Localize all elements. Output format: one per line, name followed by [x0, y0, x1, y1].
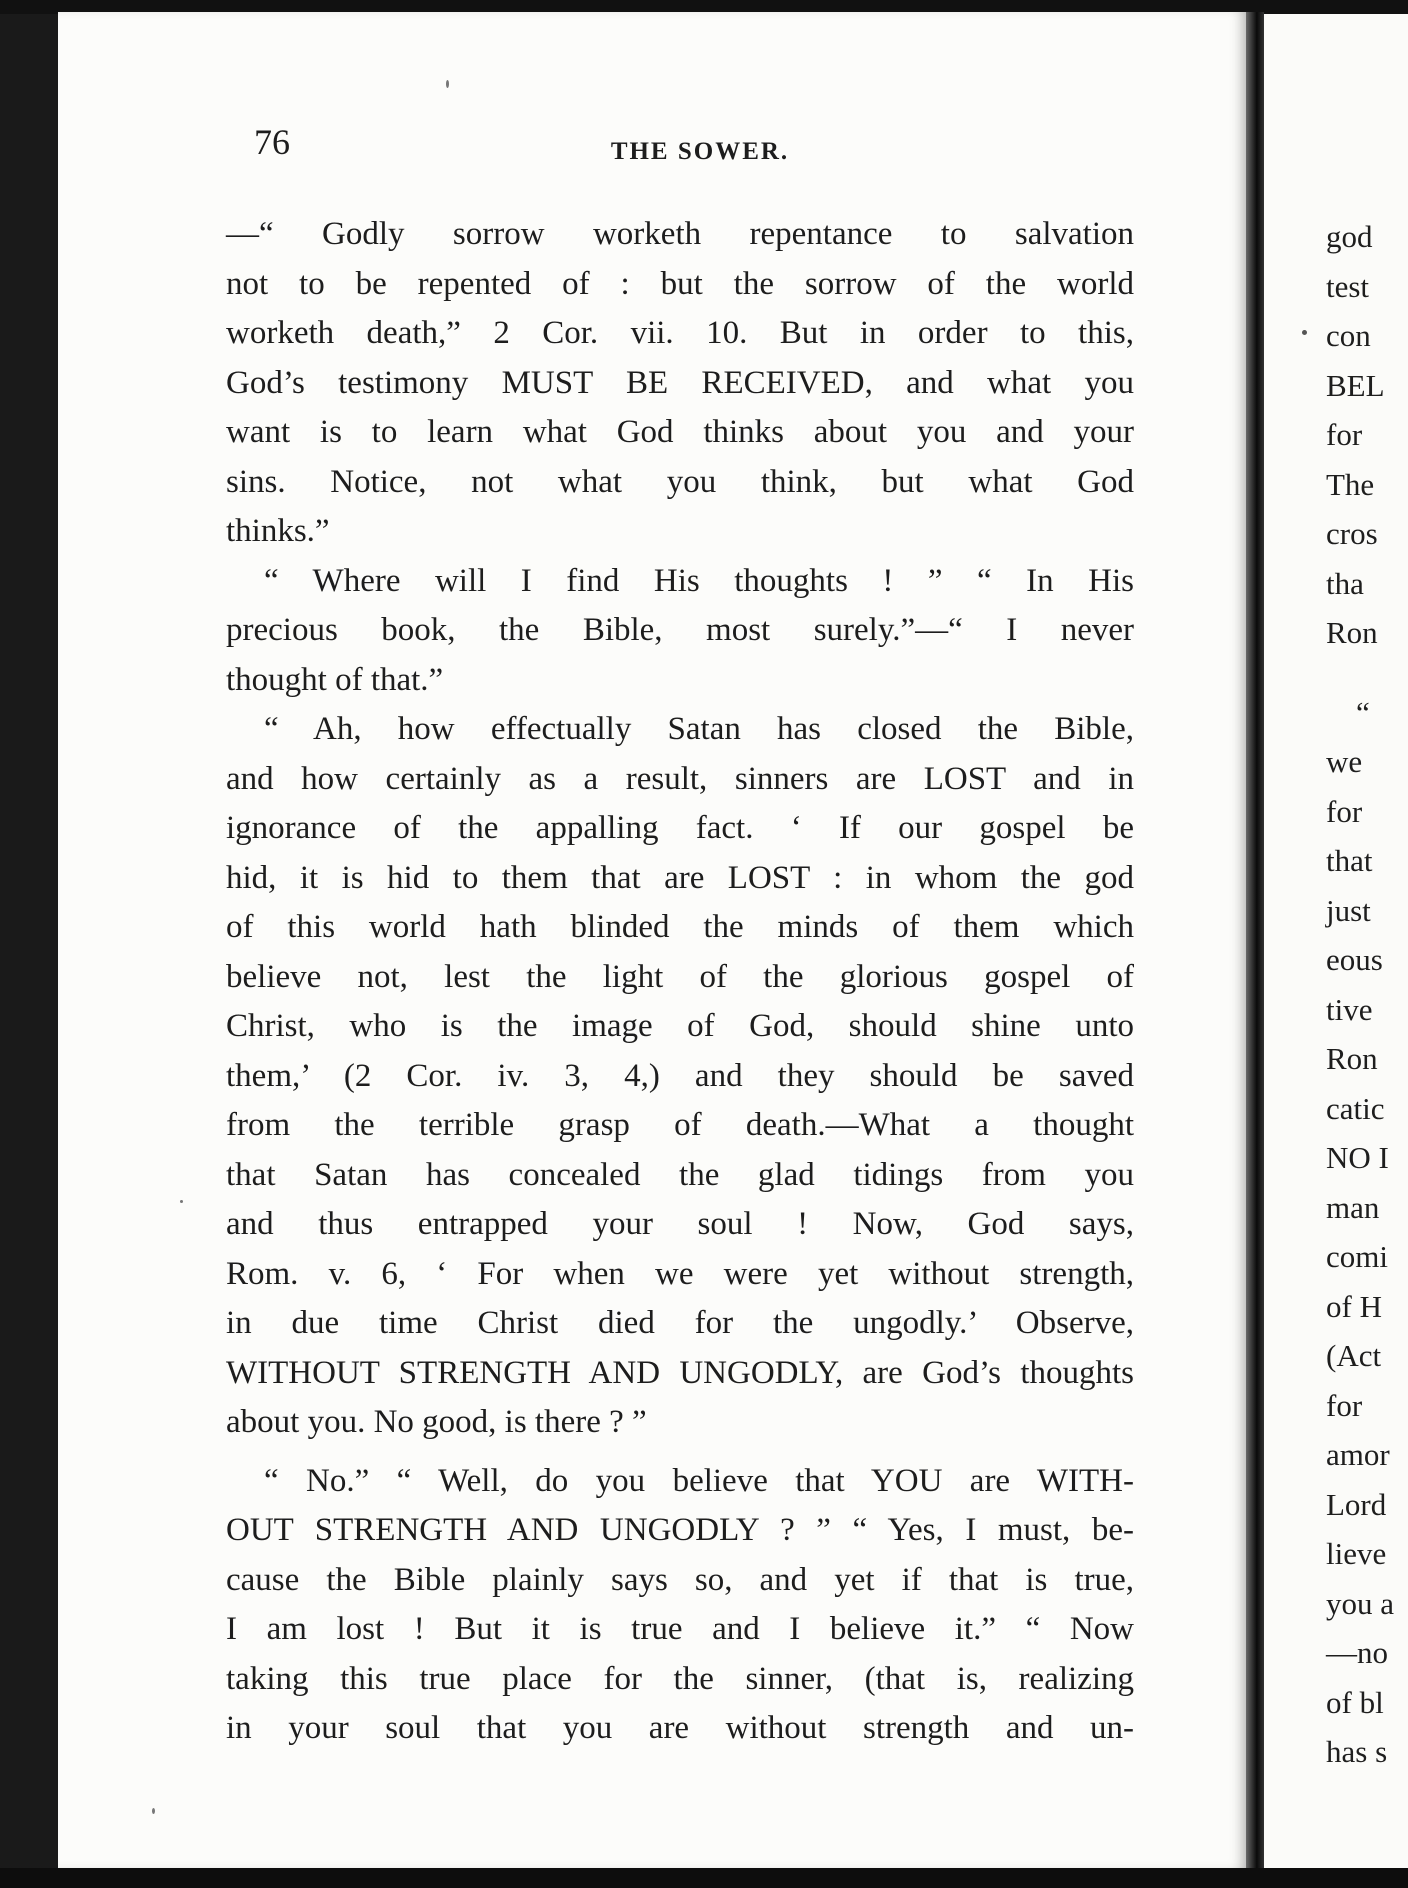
- facing-line: (Act: [1326, 1338, 1382, 1373]
- text-line: “ No.” “ Well, do you believe that YOU are WITH-: [264, 1462, 1134, 1499]
- text-line: that Satan has concealed the glad tidings from you: [226, 1156, 1134, 1193]
- scan-bottom-edge: [0, 1868, 1408, 1888]
- facing-line: cros: [1326, 516, 1378, 551]
- text-line: them,’ (2 Cor. iv. 3, 4,) and they should be saved: [226, 1057, 1134, 1094]
- text-line: in your soul that you are without strength and un-: [226, 1710, 1134, 1746]
- text-line: taking this true place for the sinner, (that is, realizing: [226, 1660, 1134, 1697]
- running-head: THE SOWER.: [610, 138, 790, 165]
- dust-speck: [152, 1808, 155, 1814]
- text-line: about you. No good, is there ? ”: [226, 1404, 647, 1440]
- facing-line: NO I: [1326, 1140, 1389, 1175]
- facing-line: for: [1326, 1387, 1363, 1423]
- facing-line: for: [1326, 417, 1363, 452]
- text-line: worketh death,” 2 Cor. vii. 10. But in order to this,: [226, 315, 1134, 351]
- text-line: OUT STRENGTH AND UNGODLY ? ” “ Yes, I must, be-: [226, 1512, 1134, 1548]
- facing-line: BEL: [1326, 367, 1385, 403]
- facing-line: just: [1326, 892, 1371, 928]
- text-line: —“ Godly sorrow worketh repentance to salvation: [226, 216, 1134, 252]
- text-line: from the terrible grasp of death.—What a thought: [226, 1107, 1134, 1143]
- text-line: Christ, who is the image of God, should shine unto: [226, 1008, 1134, 1044]
- book-gutter: [1246, 12, 1264, 1868]
- text-line: I am lost ! But it is true and I believe it.” “ Now: [226, 1611, 1134, 1647]
- body-text: [226, 210, 1134, 1754]
- text-line: and thus entrapped your soul ! Now, God says,: [226, 1206, 1134, 1242]
- facing-line: “: [1356, 694, 1370, 730]
- facing-line: catic: [1326, 1090, 1385, 1126]
- text-line: not to be repented of : but the sorrow of the world: [226, 265, 1134, 302]
- facing-line: Ron: [1326, 615, 1378, 650]
- facing-line: has s: [1326, 1734, 1388, 1769]
- paragraph-3-cont: [226, 755, 1134, 1448]
- dust-speck: [446, 80, 449, 88]
- facing-line: of bl: [1326, 1684, 1384, 1720]
- facing-line: that: [1326, 843, 1373, 878]
- facing-line: amor: [1326, 1437, 1390, 1472]
- facing-line: eous: [1326, 942, 1383, 977]
- paragraph-3: [226, 705, 1134, 755]
- text-line: God’s testimony MUST BE RECEIVED, and what you: [226, 364, 1134, 401]
- facing-line: comi: [1326, 1239, 1388, 1274]
- facing-line: god: [1326, 219, 1373, 254]
- facing-line: The: [1326, 466, 1375, 502]
- text-line: and how certainly as a result, sinners are LOST and in: [226, 760, 1134, 797]
- text-line: hid, it is hid to them that are LOST : in whom the god: [226, 859, 1134, 896]
- facing-line: man: [1326, 1189, 1380, 1225]
- text-line: Rom. v. 6, ‘ For when we were yet without strength,: [226, 1255, 1134, 1292]
- text-line: sins. Notice, not what you think, but what God: [226, 463, 1134, 500]
- facing-line: of H: [1326, 1288, 1382, 1324]
- facing-line: tive: [1326, 991, 1373, 1027]
- paragraph-4: [226, 1457, 1134, 1507]
- text-line: thought of that.”: [226, 661, 444, 698]
- text-line: ignorance of the appalling fact. ‘ If our gospel be: [226, 810, 1134, 846]
- facing-line: con: [1326, 318, 1371, 353]
- facing-page-text: [1326, 212, 1394, 1777]
- paragraph-2-cont: [226, 606, 1134, 705]
- text-line: thinks.”: [226, 513, 330, 549]
- facing-line: for: [1326, 793, 1363, 829]
- facing-line: lieve: [1326, 1536, 1387, 1571]
- facing-line: tha: [1326, 565, 1364, 601]
- text-line: “ Ah, how effectually Satan has closed the Bible,: [264, 711, 1134, 747]
- text-line: cause the Bible plainly says so, and yet if that is true,: [226, 1561, 1134, 1598]
- facing-line: Ron: [1326, 1041, 1378, 1076]
- facing-line: Lord: [1326, 1486, 1387, 1522]
- facing-line: —no: [1326, 1635, 1388, 1670]
- text-line: precious book, the Bible, most surely.”—“ I never: [226, 612, 1134, 648]
- text-line: in due time Christ died for the ungodly.’ Observe,: [226, 1305, 1134, 1341]
- dust-speck: [1302, 330, 1307, 335]
- paragraph-4-cont: [226, 1506, 1134, 1754]
- facing-line: test: [1326, 268, 1370, 304]
- text-line: of this world hath blinded the minds of them which: [226, 909, 1134, 945]
- page-number: 76: [254, 122, 290, 162]
- paragraph-1: [226, 210, 1134, 557]
- text-line: WITHOUT STRENGTH AND UNGODLY, are God’s thoughts: [226, 1354, 1134, 1391]
- facing-line: we: [1326, 744, 1363, 779]
- text-line: want is to learn what God thinks about you and your: [226, 414, 1134, 450]
- paragraph-2: [226, 557, 1134, 607]
- dust-speck: [180, 1200, 183, 1203]
- text-line: “ Where will I find His thoughts ! ” “ In His: [264, 562, 1134, 599]
- facing-line: you a: [1326, 1585, 1395, 1621]
- text-line: believe not, lest the light of the glorious gospel of: [226, 958, 1134, 995]
